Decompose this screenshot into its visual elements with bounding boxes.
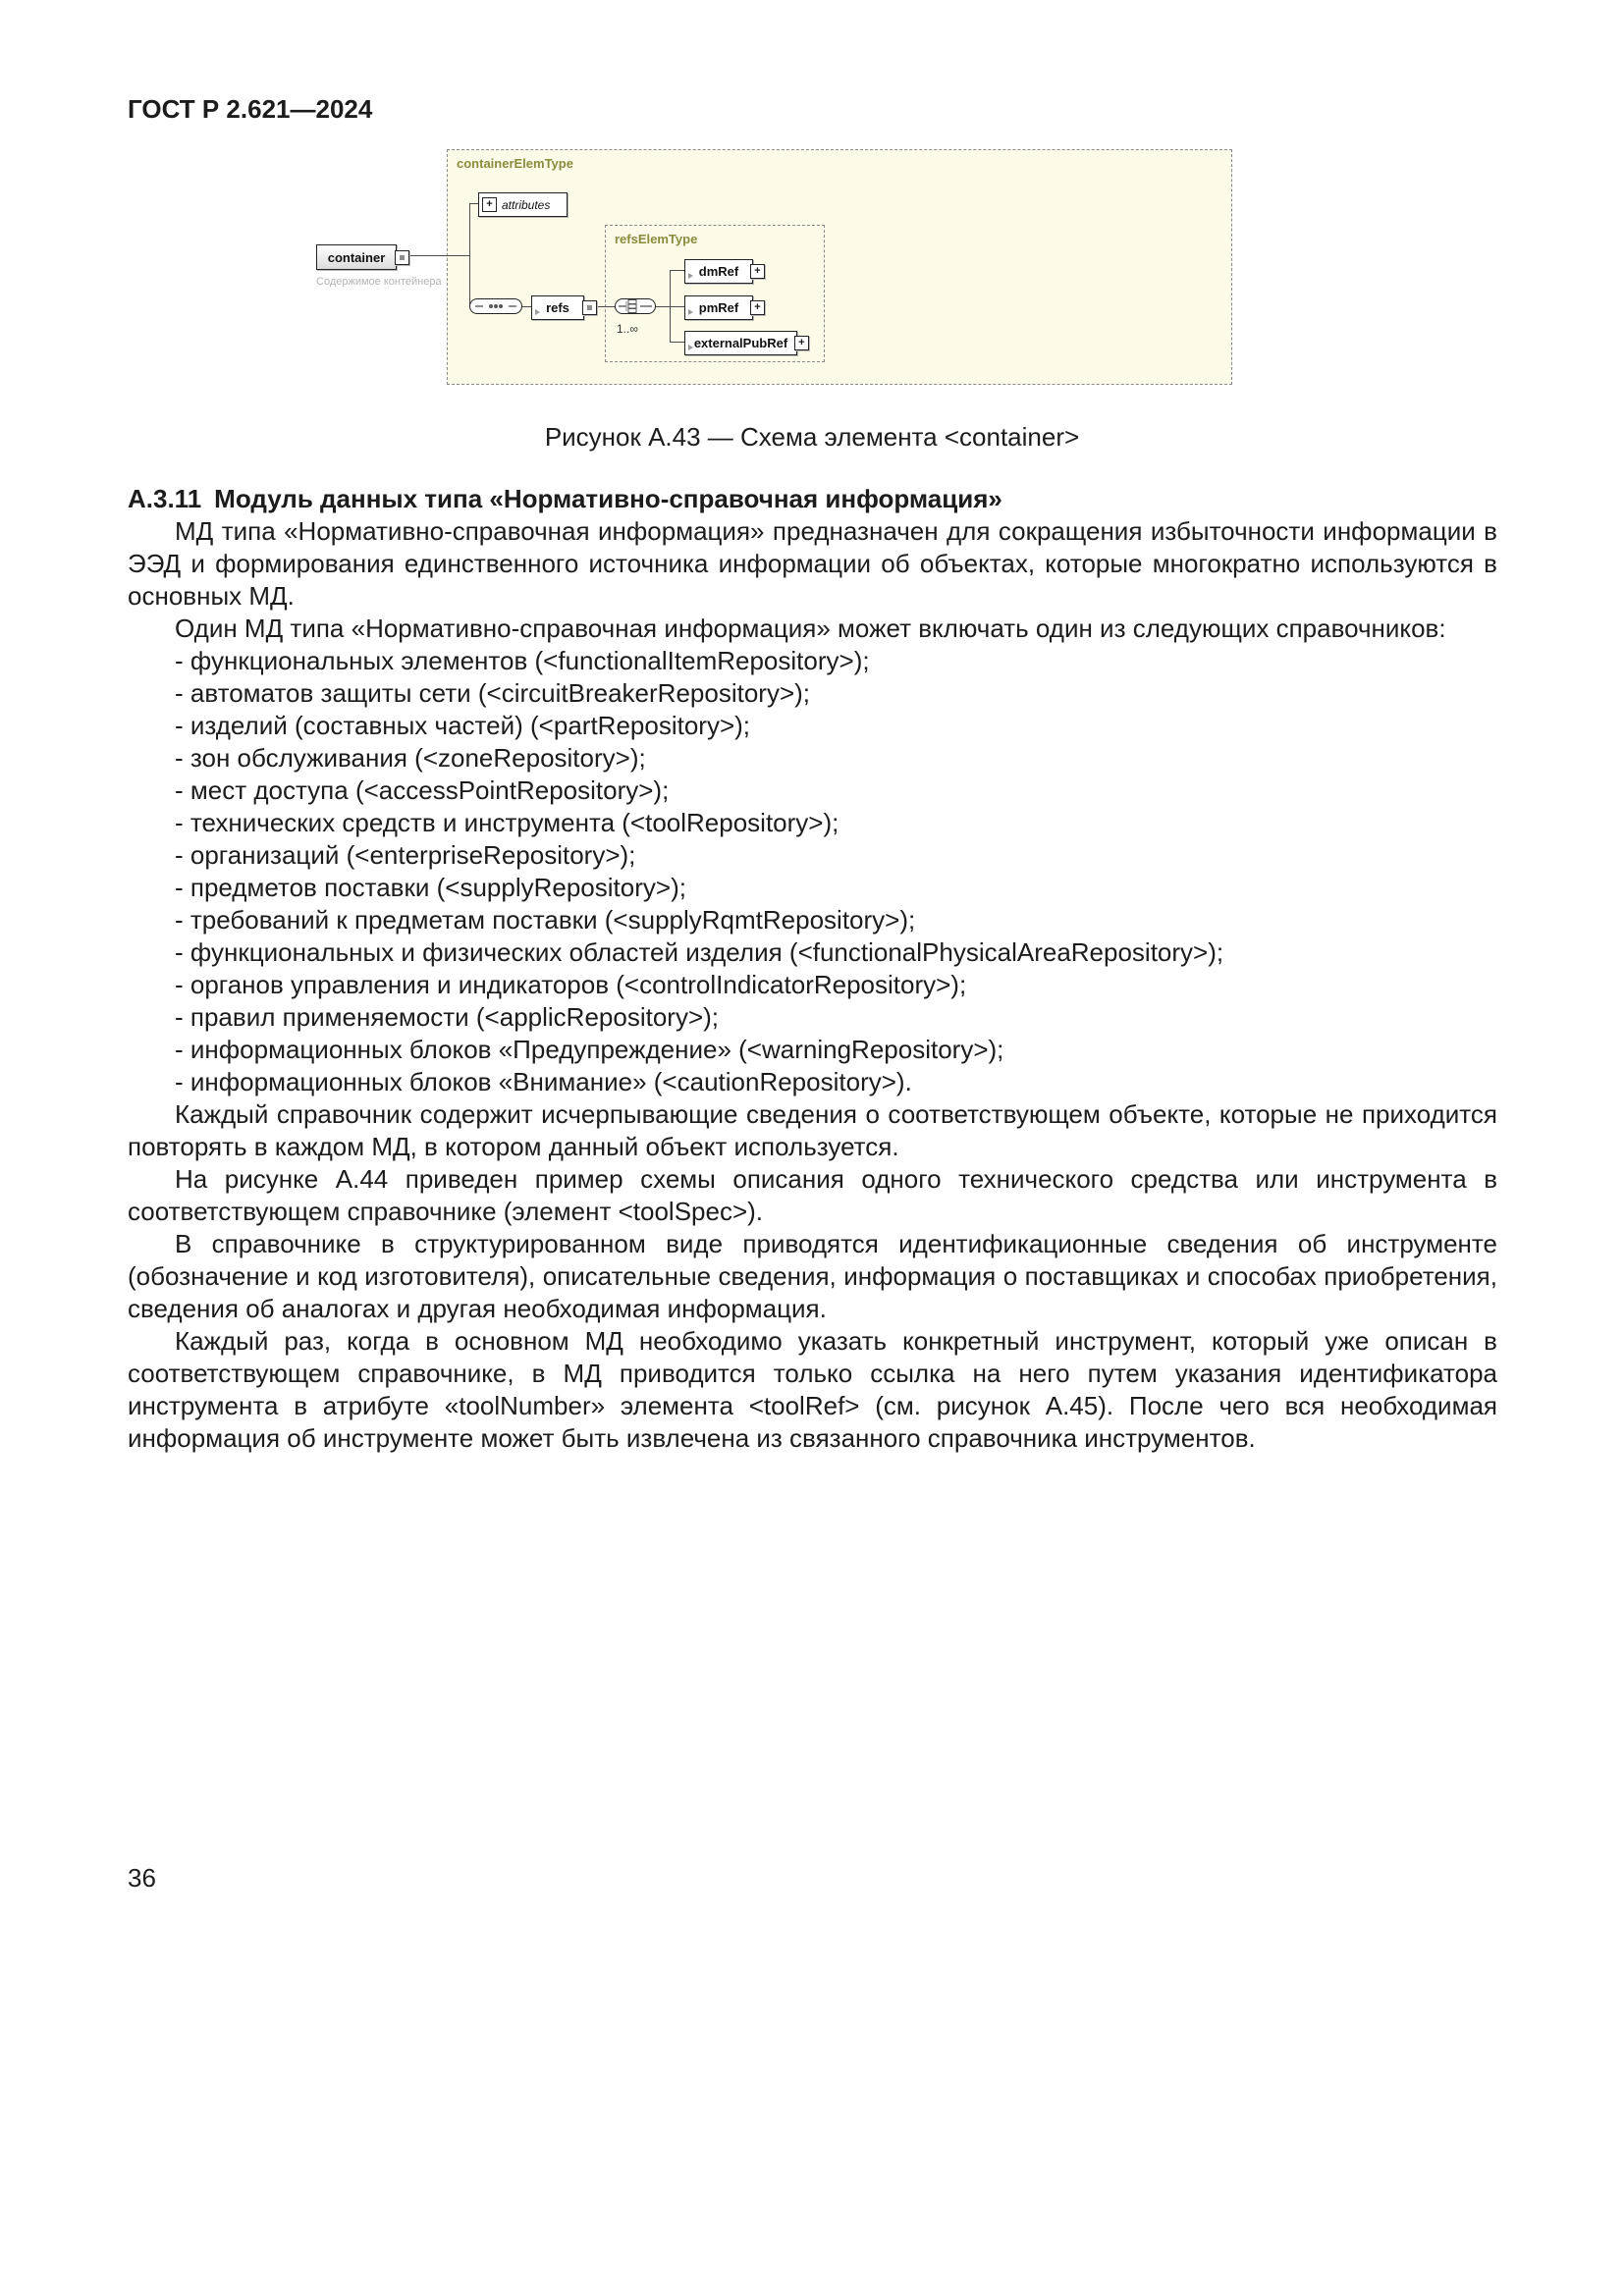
list-item: - зон обслуживания (<zoneRepository>);: [175, 743, 646, 773]
handle-grid-icon: [400, 255, 405, 260]
element-marker-icon: [688, 273, 693, 279]
connector-line: [469, 203, 470, 307]
container-element-label: container: [327, 249, 386, 265]
refs-expand-handle: [582, 300, 597, 315]
attributes-label: attributes: [502, 197, 551, 212]
expand-plus-icon: +: [482, 197, 497, 212]
list-item: - информационных блоков «Внимание» (<cautionRepository>).: [175, 1067, 912, 1096]
externalPubRef-expand-icon: +: [794, 336, 809, 350]
paragraph: МД типа «Нормативно-справочная информация» предназначен для сокращения избыточности информации в ЭЭД и формирования единственного источника информации об объектах, которые многократно используются в основных МД.: [128, 516, 1497, 611]
connector-line: [656, 306, 670, 307]
refs-element-box: [531, 295, 584, 320]
document-header: ГОСТ Р 2.621—2024: [128, 94, 373, 124]
connector-line: [670, 306, 684, 307]
paragraph: На рисунке А.44 приведен пример схемы описания одного технического средства или инструмента в соответствующем справочнике (элемент <toolSpec>).: [128, 1164, 1497, 1226]
container-element-box: [316, 244, 397, 270]
list-item: - изделий (составных частей) (<partRepository>);: [175, 711, 751, 740]
externalPubRef-element-box: [684, 331, 797, 355]
pmRef-expand-icon: +: [750, 300, 765, 315]
section-title: Модуль данных типа «Нормативно-справочная информация»: [214, 484, 1002, 513]
list-item: - функциональных элементов (<functionalItemRepository>);: [175, 646, 870, 675]
sequence-icon: [469, 295, 522, 317]
refsElemType-label: refsElemType: [615, 232, 698, 246]
list-item: - функциональных и физических областей изделия (<functionalPhysicalAreaRepository>);: [175, 937, 1224, 967]
container-expand-handle: [395, 250, 409, 265]
list-item: - предметов поставки (<supplyRepository>);: [175, 873, 686, 902]
connector-line: [406, 255, 469, 256]
connector-line: [522, 306, 531, 307]
page-number: 36: [128, 1863, 156, 1893]
paragraph: Каждый раз, когда в основном МД необходимо указать конкретный инструмент, который уже описан в соответствующем справочнике, в МД приводится только ссылка на него путем указания идентификатора инструмента в атрибуте «toolNumber» элемента <toolRef> (см. рисунок А.45). После чего вся необходимая информация об инструменте может быть извлечена из связанного справочника инструментов.: [128, 1326, 1497, 1453]
list-item: - информационных блоков «Предупреждение» (<warningRepository>);: [175, 1035, 1004, 1064]
container-annotation: Содержимое контейнера: [316, 276, 442, 288]
list-item: - требований к предметам поставки (<supplyRqmtRepository>);: [175, 905, 916, 934]
dmRef-expand-icon: +: [750, 264, 765, 279]
list-item: - автоматов защиты сети (<circuitBreakerRepository>);: [175, 678, 811, 708]
list-item: - технических средств и инструмента (<toolRepository>);: [175, 808, 839, 837]
list-item: - организаций (<enterpriseRepository>);: [175, 840, 636, 870]
paragraph: В справочнике в структурированном виде приводятся идентификационные сведения об инструменте (обозначение и код изготовителя), описательные сведения, информация о поставщиках и способах приобретения, сведения об аналогах и другая необходимая информация.: [128, 1229, 1497, 1323]
figure-caption: Рисунок А.43 — Схема элемента <container>: [544, 422, 1080, 452]
section-heading: [128, 483, 1497, 515]
dmRef-element-box: [684, 259, 753, 284]
list-item: - органов управления и индикаторов (<controlIndicatorRepository>);: [175, 970, 967, 999]
element-marker-icon: [688, 309, 693, 315]
paragraph: Один МД типа «Нормативно-справочная информация» может включать один из следующих справочников:: [175, 614, 1446, 643]
pmRef-element-label: pmRef: [698, 300, 739, 315]
connector-line: [670, 270, 684, 271]
connector-line: [595, 306, 615, 307]
element-marker-icon: [688, 345, 693, 350]
paragraph: Каждый справочник содержит исчерпывающие сведения о соответствующем объекте, которые не приходится повторять в каждом МД, в котором данный объект используется.: [128, 1099, 1497, 1161]
containerElemType-frame: [447, 149, 1232, 385]
section-number: А.3.11: [128, 484, 202, 513]
handle-grid-icon: [587, 305, 592, 310]
containerElemType-label: containerElemType: [457, 156, 573, 171]
connector-line: [670, 342, 684, 343]
occurrence-label: 1..∞: [617, 322, 638, 336]
choice-icon: [615, 295, 656, 317]
list-item: - мест доступа (<accessPointRepository>);: [175, 775, 670, 805]
refs-element-label: refs: [546, 300, 569, 315]
pmRef-element-box: [684, 295, 753, 320]
document-body: [128, 483, 1497, 1455]
externalPubRef-element-label: externalPubRef: [693, 336, 788, 350]
list-item: - правил применяемости (<applicRepository>);: [175, 1002, 720, 1032]
attributes-box: [478, 192, 568, 217]
dmRef-element-label: dmRef: [698, 264, 739, 279]
element-marker-icon: [535, 309, 540, 315]
schema-diagram: [0, 0, 1624, 412]
